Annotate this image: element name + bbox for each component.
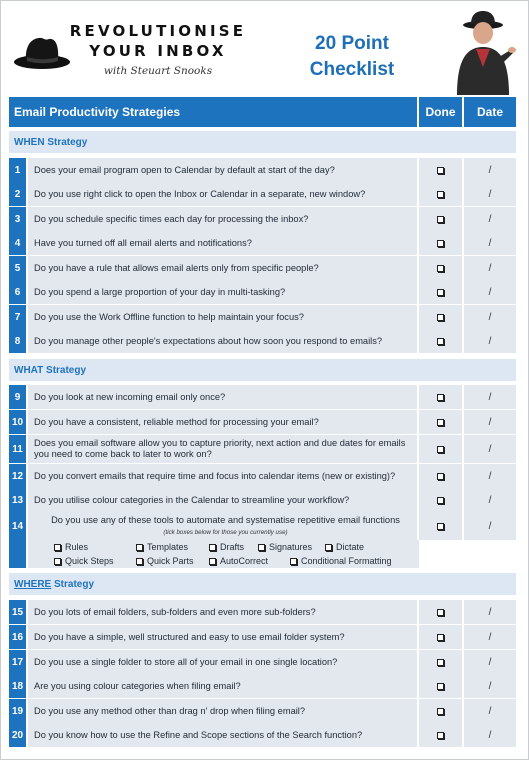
question-number: 9 [9, 385, 26, 409]
table-row [9, 207, 516, 231]
done-checkbox[interactable] [419, 625, 464, 649]
title-line-2: Checklist [309, 59, 395, 80]
brand-tagline: with Steuart Snooks [103, 65, 213, 77]
checkbox-icon [437, 265, 444, 272]
date-field[interactable]: / [464, 329, 516, 353]
question-text: Do you use any method other than drag n' drop when filing email? [26, 699, 419, 723]
date-field[interactable]: / [464, 699, 516, 723]
done-checkbox[interactable] [419, 182, 464, 206]
done-checkbox[interactable] [419, 650, 464, 674]
question-number: 12 [9, 464, 26, 488]
section-where-label: WHERE [14, 578, 52, 590]
tool-conditional-formatting[interactable]: Conditional Formatting [290, 556, 392, 566]
checkbox-icon [437, 394, 444, 401]
checkbox-icon [437, 683, 444, 690]
tool-rules[interactable]: Rules [54, 542, 88, 552]
checkbox-icon [325, 544, 332, 551]
tool-drafts[interactable]: Drafts [209, 542, 244, 552]
checkbox-icon [54, 558, 61, 565]
done-checkbox[interactable] [419, 699, 464, 723]
section-when-label: WHEN [14, 136, 45, 148]
table-row [9, 158, 516, 182]
question-text: Do you look at new incoming email only once? [26, 385, 419, 409]
question-text-block [26, 512, 419, 540]
done-checkbox[interactable] [419, 256, 464, 280]
date-field[interactable]: / [464, 385, 516, 409]
question-text: Do you have a consistent, reliable method for processing your email? [26, 410, 419, 434]
question-number: 18 [9, 674, 26, 698]
section-where-suffix: Strategy [51, 578, 95, 590]
page-title [293, 31, 411, 83]
checkbox-icon [437, 167, 444, 174]
question-number: 16 [9, 625, 26, 649]
date-field[interactable]: / [464, 410, 516, 434]
checkbox-icon [437, 634, 444, 641]
tools-block [28, 540, 419, 568]
question-text: Do you utilise colour categories in the Calendar to streamline your workflow? [26, 488, 419, 512]
done-checkbox[interactable] [419, 512, 464, 540]
table-row [9, 464, 516, 488]
fedora-hat-icon [13, 31, 71, 71]
checkbox-icon [437, 446, 444, 453]
date-field[interactable]: / [464, 305, 516, 329]
question-text: Do you know how to use the Refine and Scope sections of the Search function? [26, 723, 419, 747]
question-number: 2 [9, 182, 26, 206]
table-row [9, 625, 516, 649]
table-header [9, 97, 516, 127]
checkbox-icon [437, 609, 444, 616]
tool-autocorrect[interactable]: AutoCorrect [209, 556, 268, 566]
presenter-photo [449, 9, 517, 95]
brand-line-2: YOUR INBOX [89, 42, 227, 60]
section-when [9, 131, 516, 153]
question-number: 7 [9, 305, 26, 329]
tool-signatures[interactable]: Signatures [258, 542, 312, 552]
checkbox-icon [437, 338, 444, 345]
done-checkbox[interactable] [419, 600, 464, 624]
date-field[interactable]: / [464, 231, 516, 255]
question-text: Do you manage other people's expectations about how soon you respond to emails? [26, 329, 419, 353]
table-title: Email Productivity Strategies [9, 97, 419, 127]
done-checkbox[interactable] [419, 488, 464, 512]
question-number: 13 [9, 488, 26, 512]
row-number-spacer [9, 540, 26, 568]
question-text: Do you schedule specific times each day for processing the inbox? [26, 207, 419, 231]
section-where [9, 573, 516, 595]
date-field[interactable]: / [464, 625, 516, 649]
checkbox-icon [209, 558, 216, 565]
checkbox-icon [437, 419, 444, 426]
checklist-table [9, 97, 516, 748]
tool-dictate[interactable]: Dictate [325, 542, 364, 552]
question-text: Do you use any of these tools to automate and systematise repetitive email functions [51, 514, 400, 525]
done-checkbox[interactable] [419, 231, 464, 255]
checkbox-icon [437, 191, 444, 198]
date-field[interactable]: / [464, 158, 516, 182]
done-checkbox[interactable] [419, 305, 464, 329]
checkbox-icon [209, 544, 216, 551]
table-row [9, 231, 516, 255]
question-number: 20 [9, 723, 26, 747]
checkbox-icon [437, 659, 444, 666]
table-row [9, 435, 516, 463]
question-text: Do you spend a large proportion of your day in multi-tasking? [26, 280, 419, 304]
date-field[interactable]: / [464, 650, 516, 674]
checkbox-icon [437, 732, 444, 739]
table-row [9, 650, 516, 674]
done-checkbox[interactable] [419, 464, 464, 488]
done-checkbox[interactable] [419, 280, 464, 304]
table-row [9, 699, 516, 723]
question-number: 10 [9, 410, 26, 434]
date-field[interactable]: / [464, 435, 516, 463]
done-checkbox[interactable] [419, 385, 464, 409]
done-checkbox[interactable] [419, 410, 464, 434]
table-row [9, 305, 516, 329]
date-field[interactable]: / [464, 207, 516, 231]
table-row [9, 488, 516, 512]
section-what [9, 359, 516, 381]
table-row [9, 410, 516, 434]
column-date-header: Date [464, 97, 516, 127]
table-row [9, 280, 516, 304]
checkbox-icon [437, 216, 444, 223]
question-text: Do you convert emails that require time and focus into calendar items (new or existing)? [26, 464, 419, 488]
checkbox-icon [437, 289, 444, 296]
question-text: Do you use a single folder to store all of your email in one single location? [26, 650, 419, 674]
table-row [9, 385, 516, 409]
question-number: 6 [9, 280, 26, 304]
table-row [9, 256, 516, 280]
checkbox-icon [54, 544, 61, 551]
date-field[interactable]: / [464, 182, 516, 206]
done-checkbox[interactable] [419, 329, 464, 353]
question-text: Does you email software allow you to capture priority, next action and due dates for emails you need to come back to later to work on? [26, 435, 419, 463]
question-number: 5 [9, 256, 26, 280]
brand-line-1: REVOLUTIONISE [69, 22, 247, 40]
question-number: 8 [9, 329, 26, 353]
table-row [9, 329, 516, 353]
question-number: 14 [9, 512, 26, 540]
section-what-suffix: Strategy [43, 364, 87, 376]
tool-quick-steps[interactable]: Quick Steps [54, 556, 114, 566]
table-row [9, 182, 516, 206]
done-checkbox[interactable] [419, 723, 464, 747]
tool-templates[interactable]: Templates [136, 542, 188, 552]
checkbox-icon [437, 523, 444, 530]
table-row [9, 674, 516, 698]
checkbox-icon [437, 314, 444, 321]
date-field[interactable]: / [464, 488, 516, 512]
question-number: 4 [9, 231, 26, 255]
column-done-header: Done [419, 97, 464, 127]
question-text: Have you turned off all email alerts and notifications? [26, 231, 419, 255]
question-text: Are you using colour categories when filing email? [26, 674, 419, 698]
question-number: 17 [9, 650, 26, 674]
table-row [9, 723, 516, 747]
checkbox-icon [136, 558, 143, 565]
checkbox-icon [437, 708, 444, 715]
checkbox-icon [437, 240, 444, 247]
date-field[interactable]: / [464, 723, 516, 747]
question-number: 11 [9, 435, 26, 463]
brand-logo [65, 21, 251, 77]
table-row [9, 600, 516, 624]
checkbox-icon [290, 558, 297, 565]
tool-quick-parts[interactable]: Quick Parts [136, 556, 194, 566]
date-field[interactable]: / [464, 674, 516, 698]
question-text: Do you use the Work Offline function to help maintain your focus? [26, 305, 419, 329]
title-line-1: 20 Point [315, 33, 389, 54]
question-text: Do you have a simple, well structured and easy to use email folder system? [26, 625, 419, 649]
checkbox-icon [258, 544, 265, 551]
question-text: Do you use right click to open the Inbox or Calendar in a separate, new window? [26, 182, 419, 206]
question-number: 15 [9, 600, 26, 624]
date-field[interactable]: / [464, 600, 516, 624]
checkbox-icon [437, 497, 444, 504]
section-when-suffix: Strategy [44, 136, 88, 148]
date-field[interactable]: / [464, 464, 516, 488]
question-note: (tick boxes below for those you currently use) [163, 528, 288, 536]
done-checkbox[interactable] [419, 435, 464, 463]
checkbox-icon [437, 473, 444, 480]
question-number: 3 [9, 207, 26, 231]
done-checkbox[interactable] [419, 674, 464, 698]
question-text: Do you have a rule that allows email alerts only from specific people? [26, 256, 419, 280]
done-checkbox[interactable] [419, 207, 464, 231]
question-number: 1 [9, 158, 26, 182]
question-number: 19 [9, 699, 26, 723]
done-checkbox[interactable] [419, 158, 464, 182]
date-field[interactable]: / [464, 512, 516, 540]
question-text: Does your email program open to Calendar by default at start of the day? [26, 158, 419, 182]
checkbox-icon [136, 544, 143, 551]
date-field[interactable]: / [464, 256, 516, 280]
section-what-label: WHAT [14, 364, 44, 376]
date-field[interactable]: / [464, 280, 516, 304]
question-text: Do you lots of email folders, sub-folders and even more sub-folders? [26, 600, 419, 624]
